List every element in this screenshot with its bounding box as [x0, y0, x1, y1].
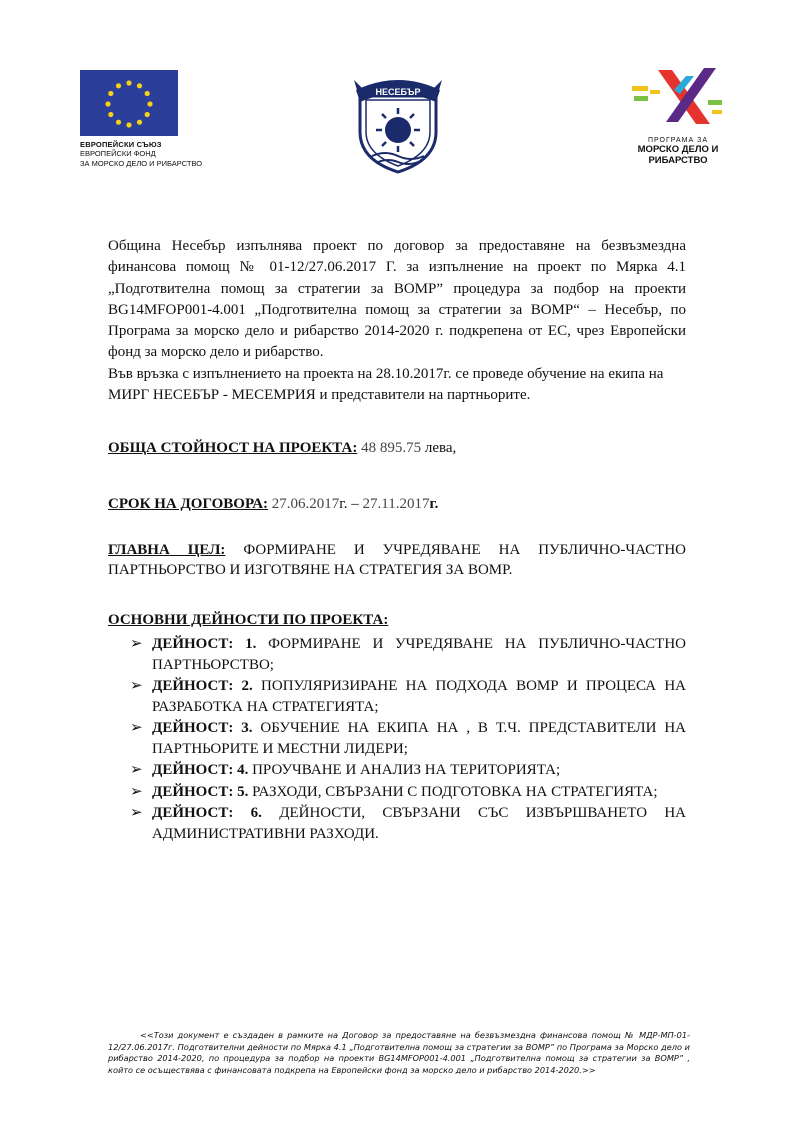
activities-list — [130, 634, 686, 845]
arrow-bullet-icon: ➢ — [130, 805, 143, 821]
eu-label-title: ЕВРОПЕЙСКИ СЪЮЗ — [80, 140, 162, 149]
eu-label-fund-sub: ЗА МОРСКО ДЕЛО И РИБАРСТВО — [80, 159, 203, 168]
activity-label: ДЕЙНОСТ: 6. — [152, 805, 262, 821]
term-dash: – — [347, 496, 363, 512]
intro-paragraph-1: Община Несебър изпълнява проект по договор за предоставяне на безвъзмездна финансова помощ № 01-12/27.06.2017 Г. за изпълнение на проект по Мярка 4.1 „Подготвителна помощ за стратегии за ВОМР” процедура за подбор на проекти BG14MFOP001-4.001 „Подготвителна помощ за стратегии за ВОМР“ – Несебър, по Програма за морско дело и рибарство 2014-2020 г. подкрепена от ЕС, чрез Европейски фонд за морско дело и рибарство. — [108, 238, 686, 361]
list-item — [130, 676, 686, 717]
term-start: 27.06.2017 — [271, 496, 340, 512]
activity-label: ДЕЙНОСТ: 3. — [152, 720, 253, 736]
goal-text: ФОРМИРАНЕ И УЧРЕДЯВАНЕ НА ПУБЛИЧНО-ЧАСТНО ПАРТНЬОРСТВО И ИЗГОТВЯНЕ НА СТРАТЕГИЯ ЗА ВОМР. — [108, 542, 687, 578]
arrow-bullet-icon: ➢ — [130, 783, 143, 800]
eu-flag-icon — [80, 70, 178, 136]
program-label-line2: МОРСКО ДЕЛО И — [637, 144, 719, 155]
list-item — [130, 760, 686, 781]
activity-text: ДЕЙНОСТИ, СВЪРЗАНИ СЪС ИЗВЪРШВАНЕТО НА АДМИНИСТРАТИВНИ РАЗХОДИ. — [152, 805, 686, 842]
list-item — [130, 803, 686, 844]
nesebar-coat-of-arms-icon — [352, 74, 444, 174]
activity-label: ДЕЙНОСТ: 5. — [152, 783, 249, 800]
eu-logo — [80, 70, 220, 169]
footer-disclaimer: <<Този документ е създаден в рамките на Договор за предоставяне на безвъзмездна финансова помощ № МДР-МП-01-12/27.06.2017г. Подготвителни дейности по Мярка 4.1 „Подготвителна помощ за стратегии за ВОМР” по Програма за Морско дело и рибарство 2014-2020, по процедура за подбор на проекти BG14MFOP001-4.001 „Подготвителна помощ за стратегии за ВОМР” , който се осъществява с финансовата подкрепа на Европейски фонд за морско дело и рибарство 2014-2020.>> — [108, 1030, 690, 1075]
program-label-top: ПРОГРАМА ЗА — [648, 137, 708, 144]
activity-text: ОБУЧЕНИЕ НА ЕКИПА НА , В Т.Ч. ПРЕДСТАВИТЕЛИ НА ПАРТНЬОРИТЕ И МЕСТНИ ЛИДЕРИ; — [152, 720, 687, 757]
intro-text — [108, 236, 686, 406]
arrow-bullet-icon: ➢ — [130, 762, 143, 778]
total-unit: лева, — [424, 440, 457, 456]
term-label: СРОК НА ДОГОВОРА: — [108, 496, 269, 512]
program-label-line3: РИБАРСТВО — [648, 155, 708, 166]
program-x-icon — [628, 60, 728, 130]
activity-text: ПОПУЛЯРИЗИРАНЕ НА ПОДХОДА ВОМР И ПРОЦЕСА НА РАЗРАБОТКА НА СТРАТЕГИЯТА; — [152, 678, 687, 715]
activities-title: ОСНОВНИ ДЕЙНОСТИ ПО ПРОЕКТА: — [108, 612, 389, 628]
activity-text: ФОРМИРАНЕ И УЧРЕДЯВАНЕ НА ПУБЛИЧНО-ЧАСТНО ПАРТНЬОРСТВО; — [152, 636, 686, 673]
arrow-bullet-icon: ➢ — [130, 678, 143, 694]
activity-label: ДЕЙНОСТ: 2. — [152, 678, 253, 694]
activity-label: ДЕЙНОСТ: 4. — [152, 762, 249, 778]
list-item — [130, 718, 686, 759]
activity-text: РАЗХОДИ, СВЪРЗАНИ С ПОДГОТОВКА НА СТРАТЕГИЯТА; — [252, 783, 658, 800]
activity-label: ДЕЙНОСТ: 1. — [152, 636, 257, 652]
eu-label-fund: ЕВРОПЕЙСКИ ФОНД — [80, 149, 156, 158]
total-value: 48 895.75 — [361, 440, 422, 456]
term-start-suffix: г. — [339, 496, 348, 512]
arrow-bullet-icon: ➢ — [130, 636, 143, 652]
goal-label: ГЛАВНА ЦЕЛ: — [108, 542, 226, 558]
term-end: 27.11.2017 — [362, 496, 430, 512]
activity-text: ПРОУЧВАНЕ И АНАЛИЗ НА ТЕРИТОРИЯТА; — [252, 762, 561, 778]
intro-paragraph-2: Във връзка с изпълнението на проекта на 28.10.2017г. се проведе обучение на екипа на МИРГ НЕСЕБЪР - МЕСЕМРИЯ и представители на партньорите. — [108, 365, 664, 404]
arrow-bullet-icon: ➢ — [130, 720, 143, 736]
contract-term-line — [108, 496, 438, 513]
term-end-suffix: г. — [429, 496, 439, 512]
total-label: ОБЩА СТОЙНОСТ НА ПРОЕКТА: — [108, 440, 358, 456]
list-item — [130, 634, 686, 675]
nesebar-banner-text: НЕСЕБЪР — [375, 87, 421, 97]
program-logo — [628, 60, 728, 166]
main-goal — [108, 540, 686, 580]
list-item — [130, 782, 686, 803]
total-value-line — [108, 440, 456, 457]
